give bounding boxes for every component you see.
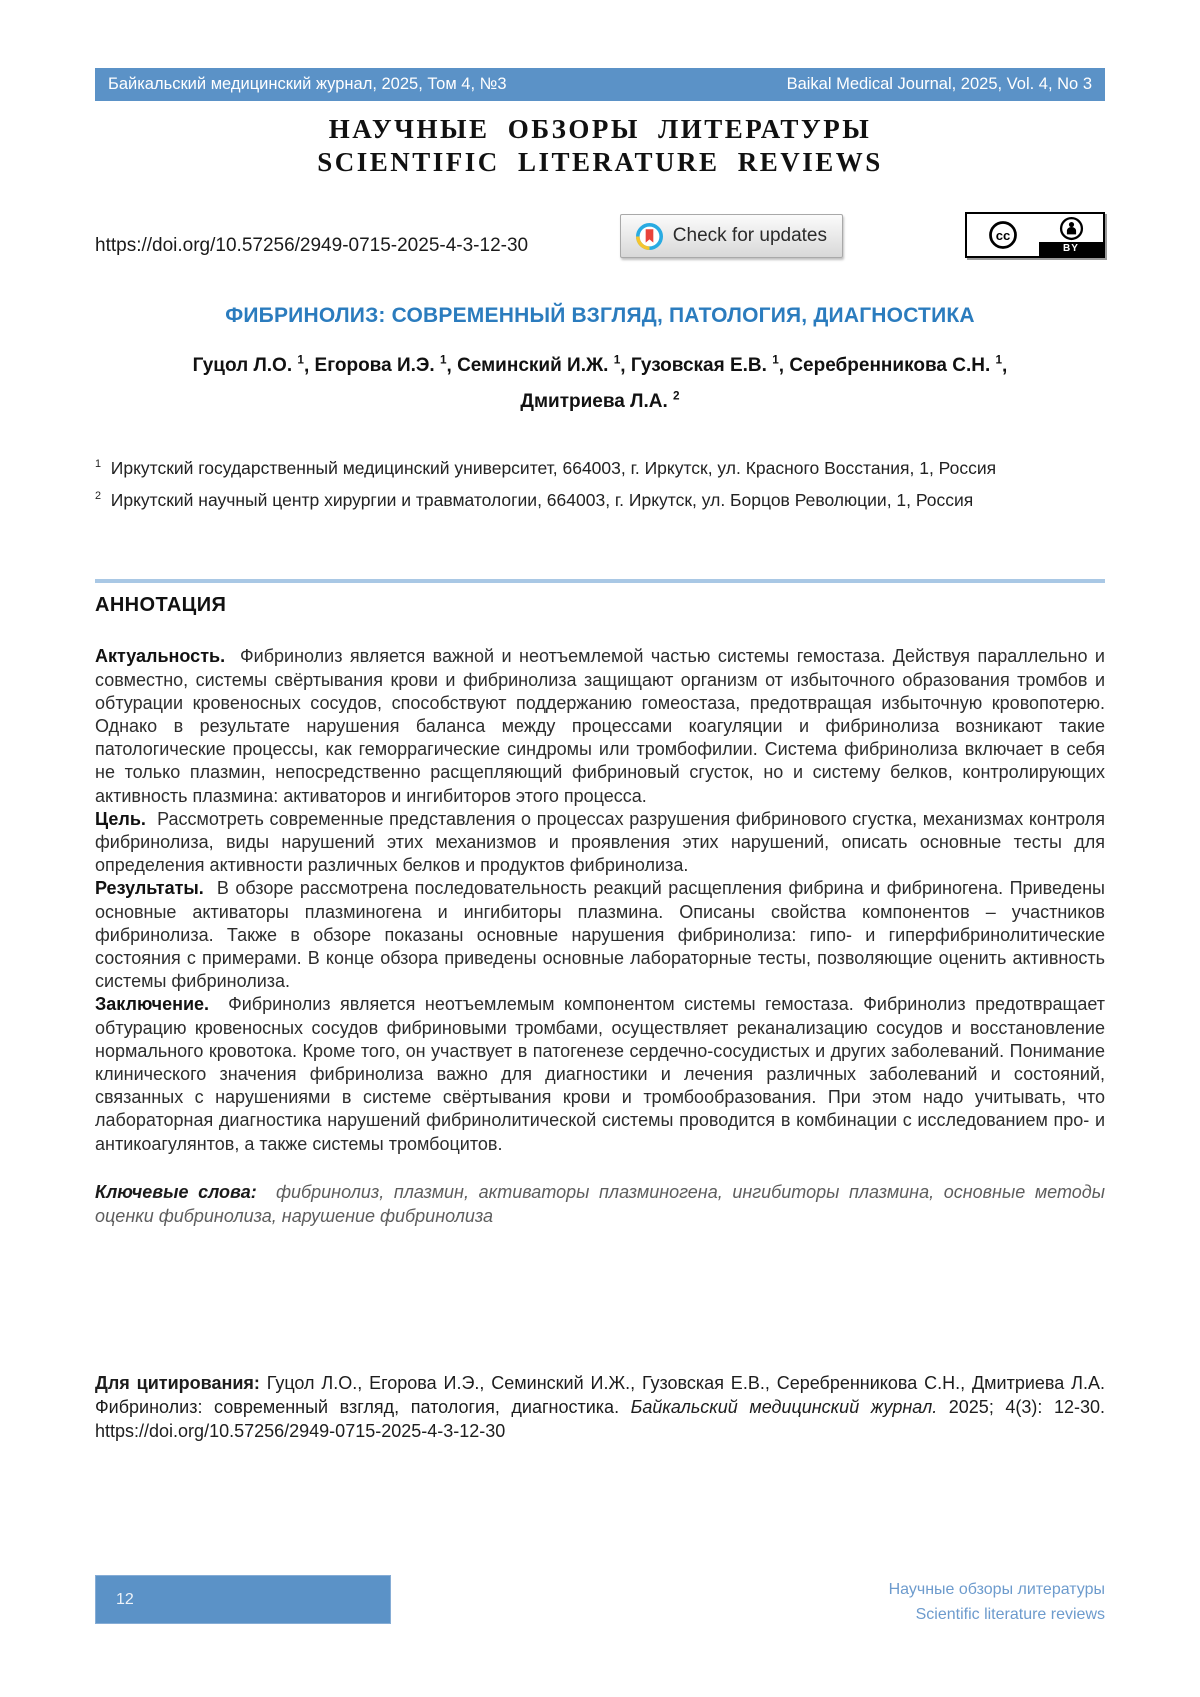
abstract-paragraph: Заключение. Фибринолиз является неотъемлемым компонентом системы гемостаза. Фибринолиз предотвращает обтурацию кровеносных сосудов фибриновыми тромбами, осуществляет реканализацию сосудов и восстановление нормального кровотока. Кроме того, он участвует в патогенезе сердечно-сосудистых и других заболеваний. Понимание клинического значения фибринолиза важно для диагностики и лечения различных заболеваний и состояний, связанных с нарушениями в системе свёртывания крови и тромбообразования. При этом надо учитывать, что лабораторная диагностика нарушений фибринолитической системы проводится в комбинации с исследованием про- и антикоагулянтов, а также системы тромбоцитов. xyxy=(95,994,1105,1154)
authors-line: Гуцол Л.О. $^1$, Егорова И.Э. $^1$, Семинский И.Ж. $^1$, Гузовская Е.В. $^1$, Серебренникова С.Н. $^1$, xyxy=(192,354,1008,377)
keywords-text: фибринолиз, плазмин, активаторы плазминогена, ингибиторы плазмина, основные методы оценки фибринолиза, нарушение фибринолиза xyxy=(95,1181,1105,1226)
abstract-section-label: Актуальность. xyxy=(95,646,240,667)
keywords-paragraph xyxy=(95,1180,1105,1228)
citation-part: 2025; 4(3): 12-30. https://doi.org/10.57256/2949-0715-2025-4-3-12-30 xyxy=(95,1396,1105,1441)
footer-section-label xyxy=(889,1577,1105,1627)
cc-icon xyxy=(967,214,1039,256)
crossmark-icon xyxy=(636,223,663,250)
abstract-paragraph: Актуальность. Фибринолиз является важной и неотъемлемой частью системы гемостаза. Действуя параллельно и совместно, системы свёртывания крови и фибринолиза защищают организм от избыточного образования тромбов и обтурации кровеносных сосудов, способствуют поддержанию гомеостаза, предотвращая избыточную кровопотерю. Однако в результате нарушения баланса между процессами коагуляции и фибринолиза возникают такие патологические процессы, как геморрагические синдромы или тромбофилии. Система фибринолиза включает в себя не только плазмин, непосредственно расщепляющий фибриновый сгусток, но и систему белков, контролирующих активность плазмина: активаторов и ингибиторов этого процесса. xyxy=(95,646,1105,806)
article-title: ФИБРИНОЛИЗ: СОВРЕМЕННЫЙ ВЗГЛЯД, ПАТОЛОГИЯ, ДИАГНОСТИКА xyxy=(225,304,975,327)
cc-letters: cc xyxy=(995,228,1011,243)
citation-part: Байкальский медицинский журнал. xyxy=(630,1396,938,1417)
doi-row xyxy=(95,211,1105,258)
affiliation-item: $^1$ Иркутский государственный медицинский университет, 664003, г. Иркутск, ул. Красного Восстания, 1, Россия xyxy=(95,457,997,478)
citation-part: Для цитирования: xyxy=(95,1373,260,1393)
section-title-ru: НАУЧНЫЕ ОБЗОРЫ ЛИТЕРАТУРЫ xyxy=(328,114,872,144)
abstract-divider xyxy=(95,579,1105,583)
page-footer xyxy=(95,1575,1105,1627)
citation-part: Гуцол Л.О., Егорова И.Э., Семинский И.Ж., Гузовская Е.В., Серебренникова С.Н., Дмитриева Л.А. Фибринолиз: современный взгляд, патология, диагностика. xyxy=(95,1373,1105,1417)
check-for-updates-label: Check for updates xyxy=(672,225,827,246)
author: Гузовская Е.В. $^1$ xyxy=(630,354,779,377)
authors-block xyxy=(95,346,1105,417)
journal-name-ru: Байкальский медицинский журнал, 2025, Том 4, №3 xyxy=(108,75,507,93)
cc-by-badge[interactable] xyxy=(965,212,1105,258)
author: Гуцол Л.О. $^1$ xyxy=(192,354,304,377)
page-number: 12 xyxy=(116,1590,134,1608)
check-for-updates-button[interactable] xyxy=(620,214,843,258)
page-number-box xyxy=(95,1575,391,1624)
journal-header-bar xyxy=(95,68,1105,101)
abstract-section-label: Цель. xyxy=(95,808,158,829)
abstract-paragraph: Результаты. В обзоре рассмотрена последовательность реакций расщепления фибрина и фибриногена. Приведены основные активаторы плазминогена и ингибиторы плазмина. Описаны свойства компонентов – участников фибринолиза. Также в обзоре показаны основные нарушения фибринолиза: гипо- и гиперфибринолитические состояния с примерами. В конце обзора приведены основные лабораторные тесты, позволяющие оценить активность системы фибринолиза. xyxy=(95,878,1105,992)
authors-line xyxy=(95,381,1105,416)
author: Семинский И.Ж. $^1$ xyxy=(457,354,621,377)
affiliation-item: $^2$ Иркутский научный центр хирургии и травматологии, 664003, г. Иркутск, ул. Борцов Революции, 1, Россия xyxy=(95,490,974,511)
section-title-en: SCIENTIFIC LITERATURE REVIEWS xyxy=(317,147,883,177)
cc-by-label: BY xyxy=(1039,242,1103,256)
footer-section-ru: Научные обзоры литературы xyxy=(888,1581,1105,1598)
author: Дмитриева Л.А. $^2$ xyxy=(520,389,680,412)
journal-name-en: Baikal Medical Journal, 2025, Vol. 4, No 3 xyxy=(786,75,1092,93)
attribution-person-icon xyxy=(1059,216,1084,241)
author: Серебренникова С.Н. $^1$ xyxy=(789,354,1003,377)
author: Егорова И.Э. $^1$ xyxy=(314,354,447,377)
citation-block xyxy=(95,1372,1105,1443)
abstract-heading: АННОТАЦИЯ xyxy=(95,594,227,617)
abstract-paragraph: Цель. Рассмотреть современные представления о процессах разрушения фибринового сгустка, механизмах контроля фибринолиза, виды нарушений этих механизмов и проявления этих нарушений, описать основные тесты для определения активности различных белков и продуктов фибринолиза. xyxy=(95,808,1106,876)
keywords-label: Ключевые слова: xyxy=(95,1181,257,1202)
abstract-section-label: Результаты. xyxy=(95,878,217,899)
abstract-body xyxy=(95,645,1105,1155)
abstract-section-label: Заключение. xyxy=(95,994,229,1015)
footer-section-en: Scientific literature reviews xyxy=(915,1606,1105,1623)
doi-link[interactable]: https://doi.org/10.57256/2949-0715-2025-4-3-12-30 xyxy=(95,235,529,256)
affiliations-list xyxy=(95,450,1105,516)
